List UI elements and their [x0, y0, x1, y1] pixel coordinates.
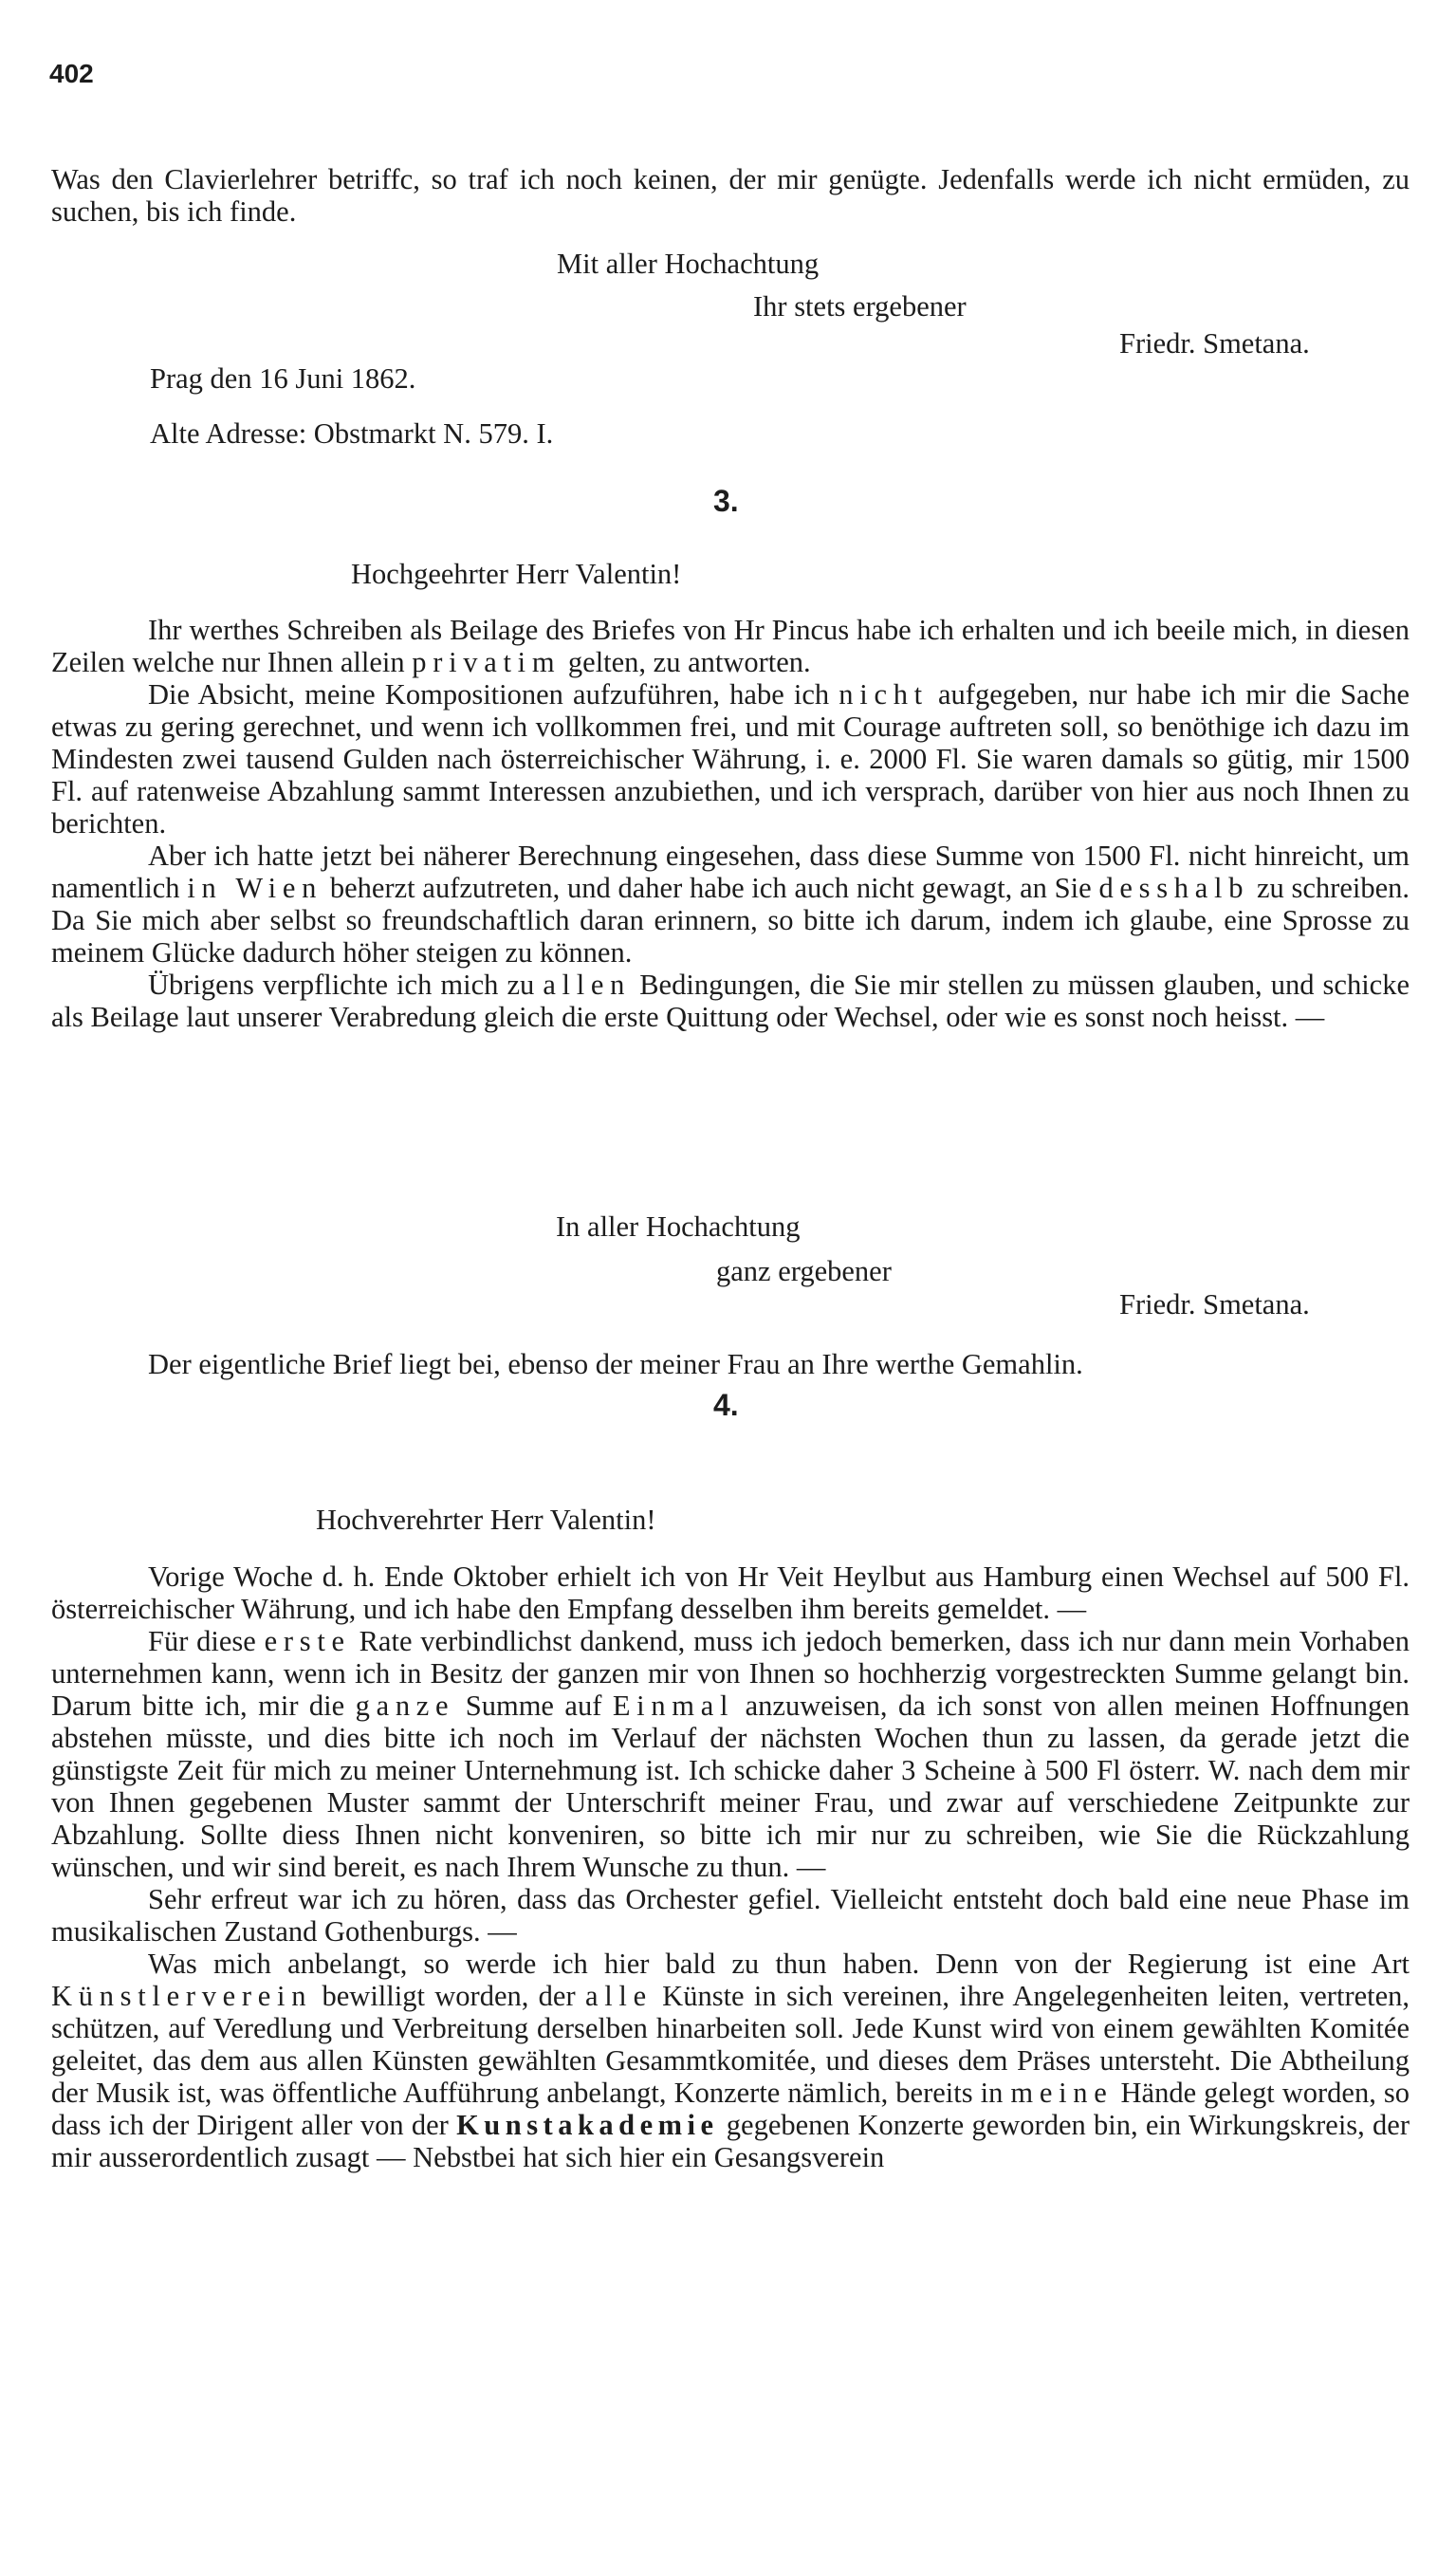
- signature: Friedr. Smetana.: [1119, 1288, 1310, 1321]
- letter3-body: [51, 614, 1410, 1033]
- paragraph: Was mich anbelangt, so werde ich hier bald zu thun haben. Denn von der Regierung ist eine Art Künstlerverein bewilligt worden, der alle Künste in sich vereinen, ihre Angelegenheiten leiten, vertreten, schützen, auf Veredlung und Verbreitung derselben hinarbeiten soll. Jede Kunst wird von einem gewählten Komitée geleitet, das dem aus allen Künsten gewählten Gesammtkomitée, und dieses dem Präses untersteht. Die Abtheilung der Musik ist, was öffentliche Aufführung anbelangt, Konzerte nämlich, bereits in meine Hände gelegt worden, so dass ich der Dirigent aller von der Kunstakademie gegebenen Konzerte geworden bin, ein Wirkungskreis, der mir ausserordentlich zusagt — Nebstbei hat sich hier ein Gesangsverein: [51, 1948, 1410, 2173]
- letter-number: 3.: [713, 484, 739, 518]
- paragraph: Die Absicht, meine Kompositionen aufzuführen, habe ich nicht aufgegeben, nur habe ich mir die Sache etwas zu gering gerechnet, und wenn ich vollkommen frei, und mit Courage auftreten soll, so benöthige ich dazu im Mindesten zwei tausend Gulden nach österreichischer Währung, i. e. 2000 Fl. Sie waren damals so gütig, mir 1500 Fl. auf ratenweise Abzahlung sammt Interessen anzubiethen, und ich versprach, darüber von hier aus noch Ihnen zu berichten.: [51, 678, 1410, 840]
- closing-line: Mit aller Hochachtung: [557, 248, 820, 280]
- place-date: Prag den 16 Juni 1862.: [150, 362, 416, 395]
- page-number: 402: [49, 59, 94, 88]
- paragraph: Sehr erfreut war ich zu hören, dass das Orchester gefiel. Vielleicht entsteht doch bald eine neue Phase im musikalischen Zustand Gothenburgs. —: [51, 1883, 1410, 1948]
- closing-line: Ihr stets ergebener: [753, 290, 967, 323]
- paragraph: Der eigentliche Brief liegt bei, ebenso der meiner Frau an Ihre werthe Gemahlin.: [148, 1348, 1083, 1380]
- letter-number: 4.: [713, 1388, 739, 1422]
- paragraph: Ihr werthes Schreiben als Beilage des Briefes von Hr Pincus habe ich erhalten und ich beeile mich, in diesen Zeilen welche nur Ihnen allein privatim gelten, zu antworten.: [51, 614, 1410, 678]
- paragraph: Für diese erste Rate verbindlichst dankend, muss ich jedoch bemerken, dass ich nur dann mein Vorhaben unternehmen kann, wenn ich in Besitz der ganzen mir von Ihnen so hochherzig vorgestreckten Summe gelangt bin. Darum bitte ich, mir die ganze Summe auf Einmal anzuweisen, da ich sonst von allen meinen Hoffnungen abstehen müsste, und dies bitte ich noch im Verlauf der nächsten Wochen thun zu lassen, da gerade jetzt die günstigste Zeit für mich zu meiner Unternehmung ist. Ich schicke daher 3 Scheine à 500 Fl österr. W. nach dem mir von Ihnen gegebenen Muster sammt der Unterschrift meiner Frau, und zwar auf verschiedene Zeitpunkte zur Abzahlung. Sollte diess Ihnen nicht konveniren, so bitte ich mir nur zu schreiben, wie Sie die Rückzahlung wünschen, und wir sind bereit, es nach Ihrem Wunsche zu thun. —: [51, 1625, 1410, 1883]
- paragraph: Vorige Woche d. h. Ende Oktober erhielt ich von Hr Veit Heylbut aus Hamburg einen Wechsel auf 500 Fl. österreichischer Währung, und ich habe den Empfang desselben ihm bereits gemeldet. —: [51, 1561, 1410, 1625]
- salutation: Hochverehrter Herr Valentin!: [316, 1504, 656, 1536]
- signature: Friedr. Smetana.: [1119, 327, 1310, 360]
- letter4-body: [51, 1561, 1410, 2173]
- paragraph: Aber ich hatte jetzt bei näherer Berechnung eingesehen, dass diese Summe von 1500 Fl. nicht hinreicht, um namentlich in Wien beherzt aufzutreten, und daher habe ich auch nicht gewagt, an Sie desshalb zu schreiben. Da Sie mich aber selbst so freundschaftlich daran erinnern, so bitte ich darum, indem ich glaube, eine Sprosse zu meinem Glücke dadurch höher steigen zu können.: [51, 840, 1410, 969]
- paragraph: Was den Clavierlehrer betriffc, so traf ich noch keinen, der mir genügte. Jedenfalls werde ich nicht ermüden, zu suchen, bis ich finde.: [51, 163, 1410, 228]
- salutation: Hochgeehrter Herr Valentin!: [351, 558, 682, 590]
- closing-line: ganz ergebener: [716, 1255, 892, 1287]
- paragraph: Übrigens verpflichte ich mich zu allen Bedingungen, die Sie mir stellen zu müssen glauben, und schicke als Beilage laut unserer Verabredung gleich die erste Quittung oder Wechsel, oder wie es sonst noch heisst. —: [51, 969, 1410, 1033]
- closing-line: In aller Hochachtung: [556, 1210, 801, 1243]
- postscript: [51, 1348, 1410, 1380]
- letter2-closing-paragraph: [51, 163, 1410, 228]
- address: Alte Adresse: Obstmarkt N. 579. I.: [150, 417, 554, 450]
